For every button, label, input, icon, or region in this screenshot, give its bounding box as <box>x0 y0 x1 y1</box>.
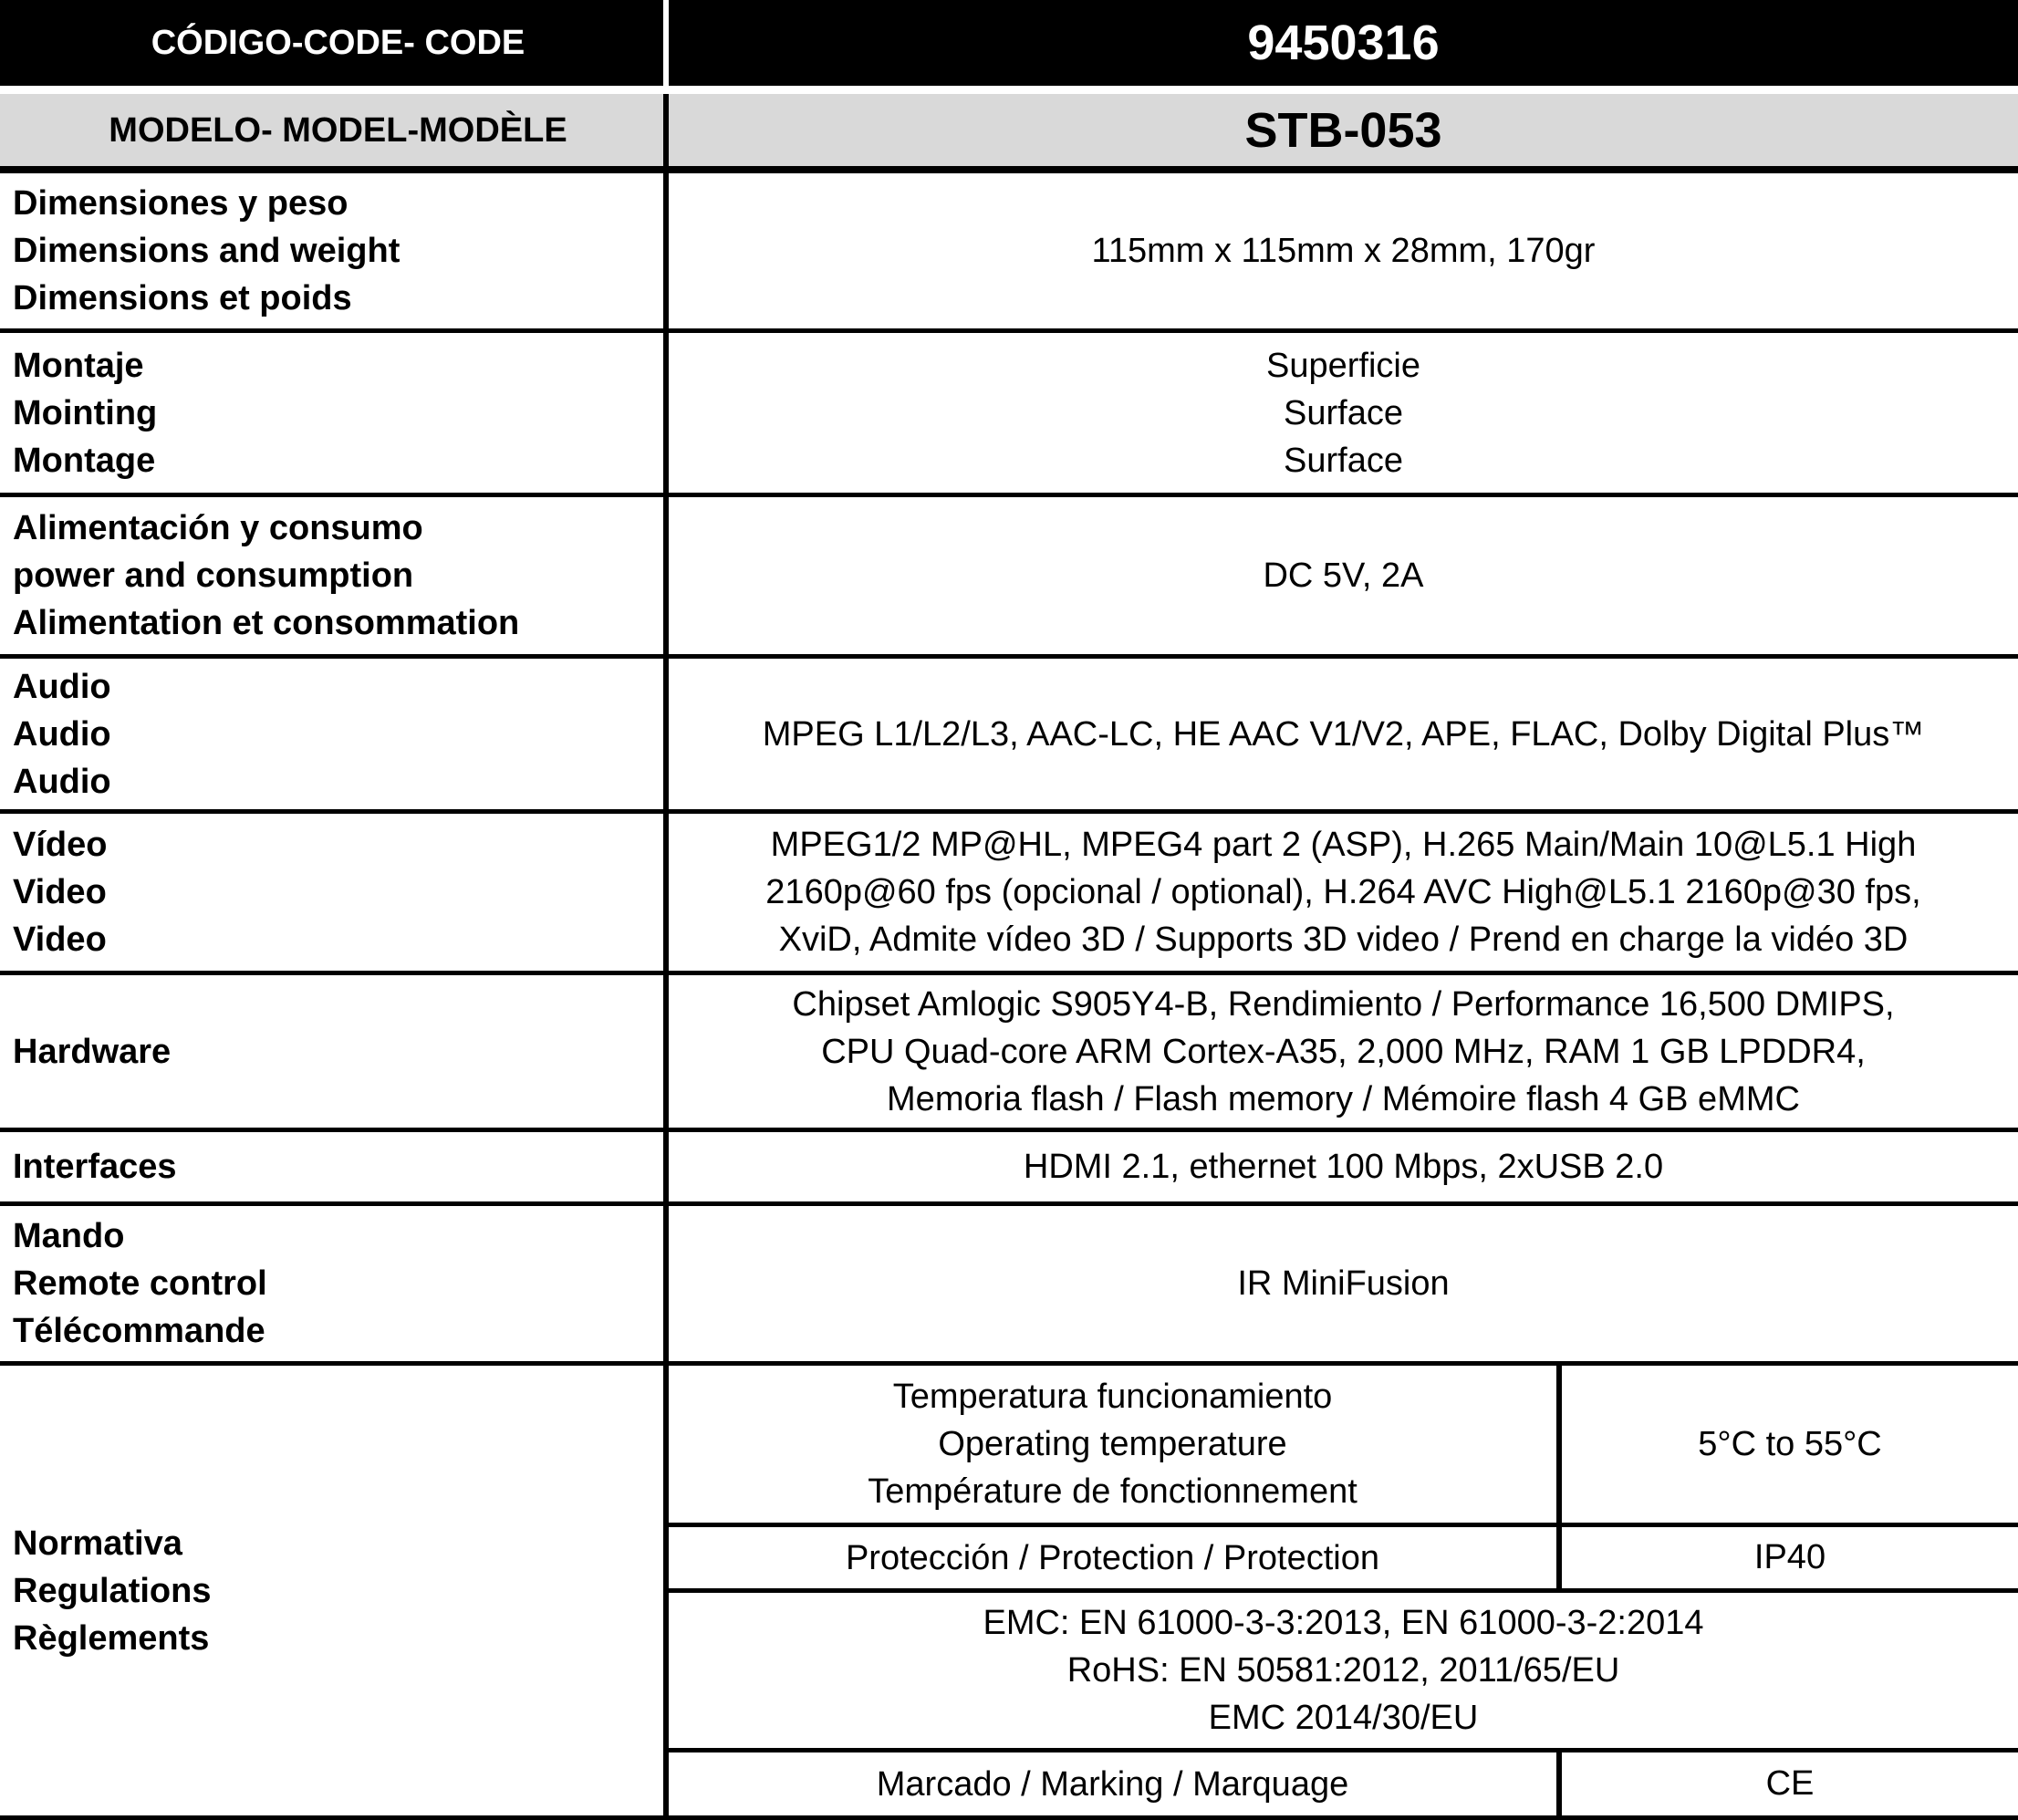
model-row <box>0 94 2018 173</box>
dimensions-label-cell <box>0 173 669 328</box>
spec-row-regulations <box>0 1366 2018 1820</box>
hardware-value-line3: Memoria flash / Flash memory / Mémoire flash 4 GB eMMC <box>887 1079 1800 1118</box>
video-value-line3: XviD, Admite vídeo 3D / Supports 3D video / Prend en charge la vidéo 3D <box>778 920 1909 959</box>
audio-label-cell <box>0 659 669 809</box>
remote-value-cell <box>669 1206 2018 1361</box>
regulations-label-fr: Règlements <box>13 1618 210 1658</box>
hardware-label: Hardware <box>13 1032 172 1071</box>
mounting-label-cell <box>0 333 669 493</box>
remote-label-cell <box>0 1206 669 1361</box>
marking-value: CE <box>1765 1764 1815 1803</box>
protection-row <box>669 1527 2018 1593</box>
hardware-value-line2: CPU Quad-core ARM Cortex-A35, 2,000 MHz, RAM 1 GB LPDDR4, <box>821 1032 1866 1071</box>
temperature-value: 5°C to 55°C <box>1698 1424 1882 1463</box>
video-label-es: Vídeo <box>13 826 108 864</box>
dimensions-label-fr: Dimensions et poids <box>13 279 352 317</box>
marking-label-cell <box>669 1752 1562 1815</box>
regulations-label-cell <box>0 1366 669 1815</box>
model-label: MODELO- MODEL-MODÈLE <box>0 94 669 166</box>
temperature-label-es: Temperatura funcionamiento <box>892 1378 1333 1416</box>
video-value-line1: MPEG1/2 MP@HL, MPEG4 part 2 (ASP), H.265 Main/Main 10@L5.1 High <box>770 826 1917 864</box>
mounting-label-en: Mointing <box>13 393 158 432</box>
video-label-cell <box>0 814 669 971</box>
spec-row-power <box>0 497 2018 659</box>
model-value: STB-053 <box>1244 102 1442 158</box>
interfaces-label-cell <box>0 1132 669 1201</box>
temperature-label-fr: Température de fonctionnement <box>868 1472 1357 1511</box>
header-gap <box>0 86 2018 94</box>
mounting-value-cell <box>669 333 2018 493</box>
audio-label-fr: Audio <box>13 762 111 801</box>
regulations-subtable <box>669 1366 2018 1815</box>
remote-value: IR MiniFusion <box>1237 1264 1450 1303</box>
regulations-label-en: Regulations <box>13 1571 212 1610</box>
power-label-en: power and consumption <box>13 556 414 595</box>
remote-label-es: Mando <box>13 1217 125 1255</box>
temperature-row <box>669 1366 2018 1527</box>
audio-value-cell <box>669 659 2018 809</box>
interfaces-value-cell <box>669 1132 2018 1201</box>
protection-value: IP40 <box>1753 1538 1826 1576</box>
protection-label-cell <box>669 1527 1562 1588</box>
dimensions-value: 115mm x 115mm x 28mm, 170gr <box>1091 232 1596 270</box>
marking-row <box>669 1752 2018 1815</box>
interfaces-value: HDMI 2.1, ethernet 100 Mbps, 2xUSB 2.0 <box>1023 1148 1664 1186</box>
spec-row-dimensions <box>0 173 2018 333</box>
interfaces-label: Interfaces <box>13 1148 177 1186</box>
power-label-cell <box>0 497 669 654</box>
temperature-label-en: Operating temperature <box>938 1425 1287 1463</box>
spec-row-video <box>0 814 2018 975</box>
spec-row-hardware <box>0 975 2018 1132</box>
spec-row-mounting <box>0 333 2018 497</box>
power-value: DC 5V, 2A <box>1263 556 1424 595</box>
mounting-label-es: Montaje <box>13 346 144 385</box>
video-label-en: Video <box>13 873 107 911</box>
audio-label-en: Audio <box>13 714 111 754</box>
emc-line1: EMC: EN 61000-3-3:2013, EN 61000-3-2:2014 <box>983 1604 1704 1642</box>
marking-label: Marcado / Marking / Marquage <box>876 1764 1349 1804</box>
emc-line3: EMC 2014/30/EU <box>1208 1699 1479 1737</box>
power-label-es: Alimentación y consumo <box>13 509 423 547</box>
remote-label-fr: Télécommande <box>13 1312 265 1350</box>
video-value-line2: 2160p@60 fps (opcional / optional), H.264 AVC High@L5.1 2160p@30 fps, <box>765 873 1921 911</box>
audio-value: MPEG L1/L2/L3, AAC-LC, HE AAC V1/V2, APE, FLAC, Dolby Digital Plus™ <box>762 714 1925 754</box>
code-row <box>0 0 2018 86</box>
mounting-label-fr: Montage <box>13 441 156 480</box>
dimensions-value-cell <box>669 173 2018 328</box>
emc-row <box>669 1593 2018 1752</box>
power-label-fr: Alimentation et consommation <box>13 604 520 642</box>
spec-row-remote <box>0 1206 2018 1366</box>
mounting-value-es: Superficie <box>1266 346 1420 385</box>
spec-row-interfaces <box>0 1132 2018 1206</box>
dimensions-label-es: Dimensiones y peso <box>13 184 348 223</box>
code-value: 9450316 <box>1247 16 1440 70</box>
emc-line2: RoHS: EN 50581:2012, 2011/65/EU <box>1066 1651 1620 1690</box>
dimensions-label-en: Dimensions and weight <box>13 232 400 270</box>
code-label: CÓDIGO-CODE- CODE <box>0 0 669 86</box>
mounting-value-en: Surface <box>1284 393 1403 432</box>
hardware-value-cell <box>669 975 2018 1128</box>
regulations-label-es: Normativa <box>13 1524 182 1563</box>
remote-label-en: Remote control <box>13 1264 267 1303</box>
protection-label: Protección / Protection / Protection <box>845 1538 1380 1577</box>
temperature-label-cell <box>669 1366 1562 1523</box>
audio-label-es: Audio <box>13 667 111 706</box>
mounting-value-fr: Surface <box>1284 441 1403 480</box>
power-value-cell <box>669 497 2018 654</box>
spec-row-audio <box>0 659 2018 814</box>
video-value-cell <box>669 814 2018 971</box>
hardware-value-line1: Chipset Amlogic S905Y4-B, Rendimiento / Performance 16,500 DMIPS, <box>792 984 1895 1024</box>
hardware-label-cell <box>0 975 669 1128</box>
video-label-fr: Video <box>13 920 107 959</box>
